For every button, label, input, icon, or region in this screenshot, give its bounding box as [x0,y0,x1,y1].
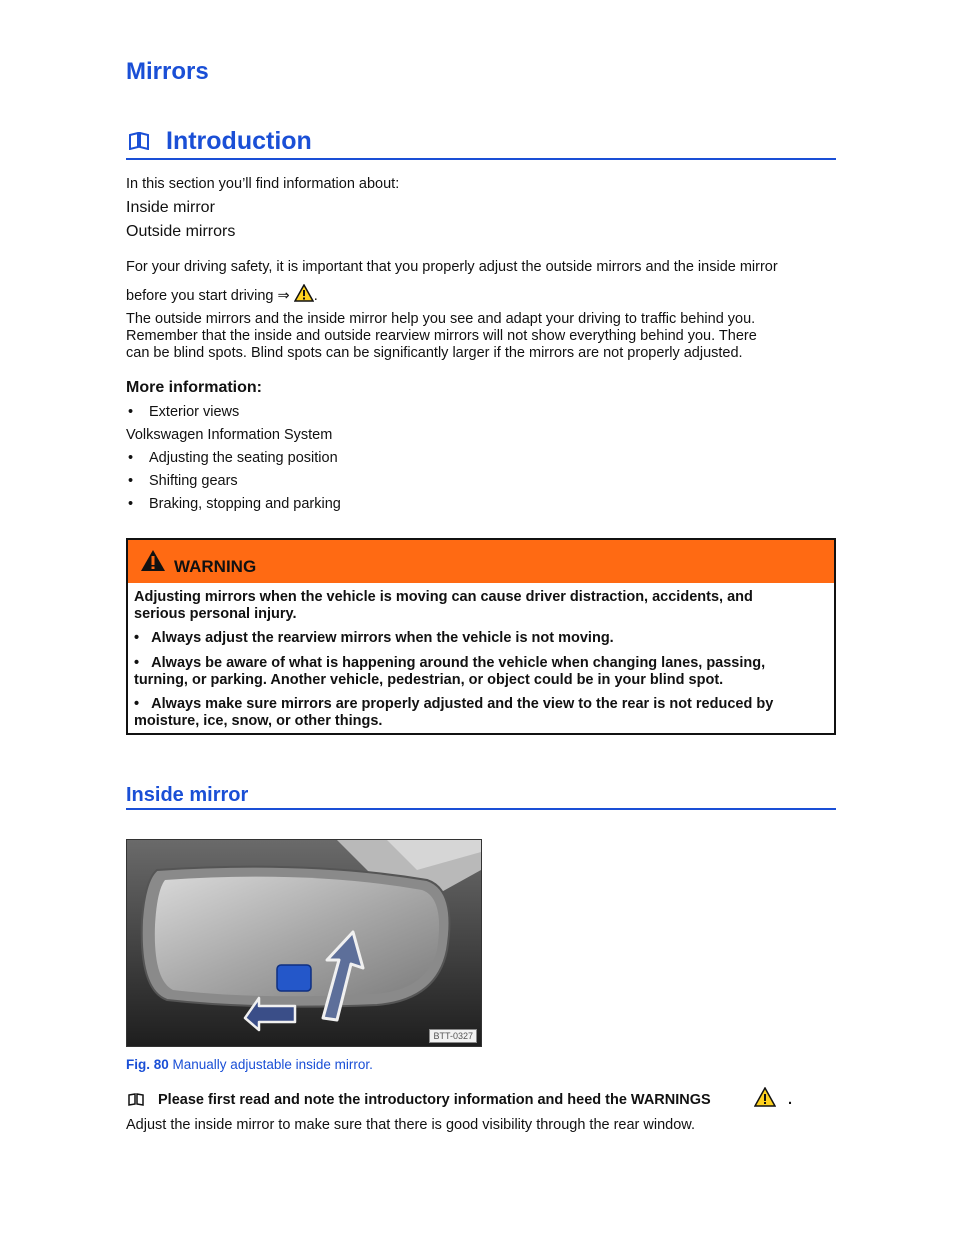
warning-triangle-icon[interactable] [754,1087,776,1107]
more-info-plain: Volkswagen Information System [126,427,333,443]
bullet-icon: • [128,450,134,466]
warning-label: WARNING [174,557,257,576]
warning-bullet-text: Always be aware of what is happening around the vehicle when changing lanes, passing, [151,655,766,671]
topic-link-outside-mirrors[interactable]: Outside mirrors [126,223,236,240]
intro-paragraph-2-line-3: can be blind spots. Blind spots can be significantly larger if the mirrors are not properly adjusted. [126,345,743,361]
warning-bullet-3-cont: moisture, ice, snow, or other things. [134,713,383,729]
bullet-icon: • [128,404,134,420]
figure-code: BTT-0327 [429,1029,477,1043]
figure-inside-mirror [126,839,482,1047]
more-info-item-label: Shifting gears [149,473,238,489]
warning-box [126,538,836,735]
warning-bullet-3 [134,696,830,713]
intro-lead: In this section you’ll find information about: [126,176,400,192]
bullet-icon: • [134,630,140,646]
warning-intro-line-2: serious personal injury. [134,606,297,622]
introduction-heading: Introduction [166,127,312,155]
warning-bullet-2-cont: turning, or parking. Another vehicle, pedestrian, or object could be in your blind spot. [134,672,724,688]
inside-mirror-body: Adjust the inside mirror to make sure that there is good visibility through the rear window. [126,1117,695,1133]
figure-number: Fig. 80 [126,1057,169,1072]
warning-triangle-icon[interactable] [294,284,314,302]
intro-note-text: Please first read and note the introductory information and heed the WARNINGS [158,1092,711,1108]
intro-note-end: . [788,1092,793,1108]
intro-paragraph-1-line-1: For your driving safety, it is important that you properly adjust the outside mirrors and the inside mirror [126,259,778,275]
book-icon[interactable] [128,1093,144,1106]
bullet-icon: • [128,496,134,512]
intro-paragraph-1-line-2 [126,284,318,305]
figure-caption-text: Manually adjustable inside mirror. [172,1057,373,1072]
more-info-item-label: Adjusting the seating position [149,450,338,466]
section-heading-inside-mirror [126,782,836,810]
intro-paragraph-1-end: . [313,288,318,304]
warning-bullet-2 [134,655,830,672]
intro-paragraph-2-line-1: The outside mirrors and the inside mirror help you see and adapt your driving to traffic behind you. [126,311,756,327]
warning-bullet-1 [134,630,830,647]
warning-bullet-text: Always adjust the rearview mirrors when the vehicle is not moving. [151,630,614,646]
inside-mirror-heading: Inside mirror [126,784,249,806]
more-info-item-label: Exterior views [149,404,240,420]
bullet-icon: • [134,655,140,671]
topic-link-inside-mirror[interactable]: Inside mirror [126,199,215,216]
book-icon [128,132,150,150]
warning-bullet-text: Always make sure mirrors are properly adjusted and the view to the rear is not reduced by [151,696,774,712]
intro-paragraph-1-text: before you start driving ⇒ [126,288,290,304]
more-info-item-label: Braking, stopping and parking [149,496,341,512]
intro-paragraph-2-line-2: Remember that the inside and outside rearview mirrors will not show everything behind you. There [126,328,757,344]
warning-header [128,540,834,583]
more-info-heading: More information: [126,379,262,396]
figure-caption [126,1057,373,1072]
mirror-illustration [127,840,481,1046]
section-heading-introduction [126,124,836,160]
bullet-icon: • [128,473,134,489]
bullet-icon: • [134,696,140,712]
page-title: Mirrors [126,58,209,85]
warning-triangle-icon [140,549,166,572]
warning-intro-line-1: Adjusting mirrors when the vehicle is moving can cause driver distraction, accidents, and [134,589,753,605]
